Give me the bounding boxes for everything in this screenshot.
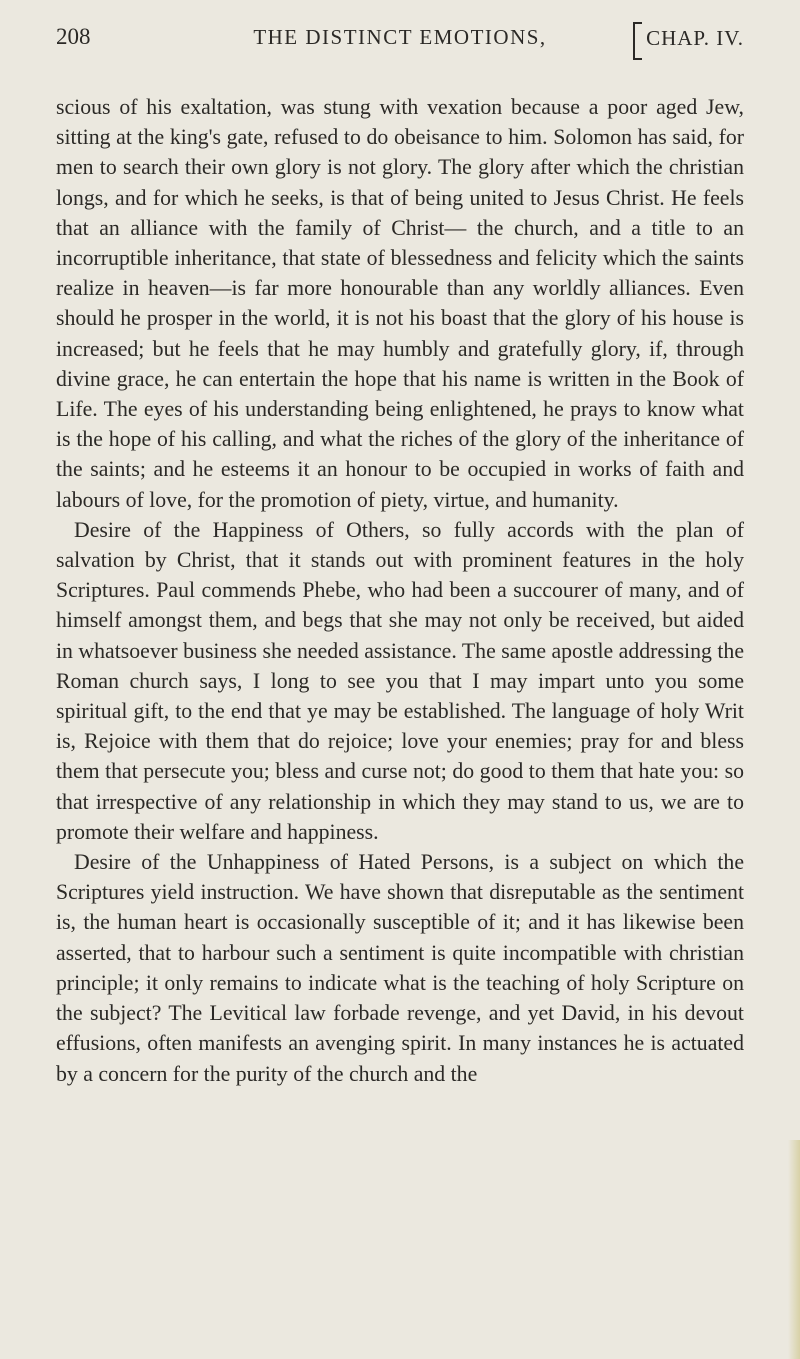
page-number: 208 — [56, 24, 91, 49]
page-edge-stain — [788, 1140, 800, 1359]
chapter-reference — [646, 26, 744, 51]
body-text — [56, 92, 744, 1089]
bracket-mark — [633, 22, 642, 60]
paragraph-desire-happiness: Desire of the Happiness of Others, so fully accords with the plan of salvation by Christ, that it stands out with prominent features in the holy Scriptures. Paul commends Phebe, who had been a succourer of many, and of himself amongst them, and begs that she may not only be received, but aided in whatsoever business she needed assistance. The same apostle addressing the Roman church says, I long to see you that I may impart unto you some spiritual gift, to the end that ye may be established. The language of holy Writ is, Rejoice with them that do rejoice; love your enemies; pray for and bless them that persecute you; bless and curse not; do good to them that hate you: so that irrespective of any relationship in which they may stand to us, we are to promote their welfare and happiness. — [56, 517, 744, 844]
running-header — [56, 24, 744, 64]
paragraph-desire-unhappiness: Desire of the Unhappiness of Hated Persons, is a subject on which the Scriptures yield instruction. We have shown that disreputable as the sentiment is, the human heart is occasionally susceptible of it; and it has likewise been asserted, that to harbour such a sentiment is quite incompatible with christian principle; it only remains to indicate what is the teaching of holy Scripture on the subject? The Levitical law forbade revenge, and yet David, in his devout effusions, often manifests an avenging spirit. In many instances he is actuated by a concern for the purity of the church and the — [56, 850, 744, 1086]
running-title: THE DISTINCT EMOTIONS, — [253, 25, 547, 49]
paragraph-continued: scious of his exaltation, was stung with vexation because a poor aged Jew, sitting at the king's gate, refused to do obeisance to him. Solomon has said, for men to search their own glory is not glory. The glory after which the christian longs, and for which he seeks, is that of being united to Jesus Christ. He feels that an alliance with the family of Christ— the church, and a title to an incorruptible inheritance, that state of blessedness and felicity which the saints realize in heaven—is far more honourable than any worldly alliances. Even should he prosper in the world, it is not his boast that the glory of his house is increased; but he feels that he may humbly and gratefully glory, if, through divine grace, he can entertain the hope that his name is written in the Book of Life. The eyes of his understanding being enlightened, he prays to know what is the hope of his calling, and what the riches of the glory of the inheritance of the saints; and he esteems it an honour to be occupied in works of faith and labours of love, for the promotion of piety, virtue, and humanity. — [56, 95, 744, 512]
chapter-reference-text: CHAP. IV. — [646, 26, 744, 50]
